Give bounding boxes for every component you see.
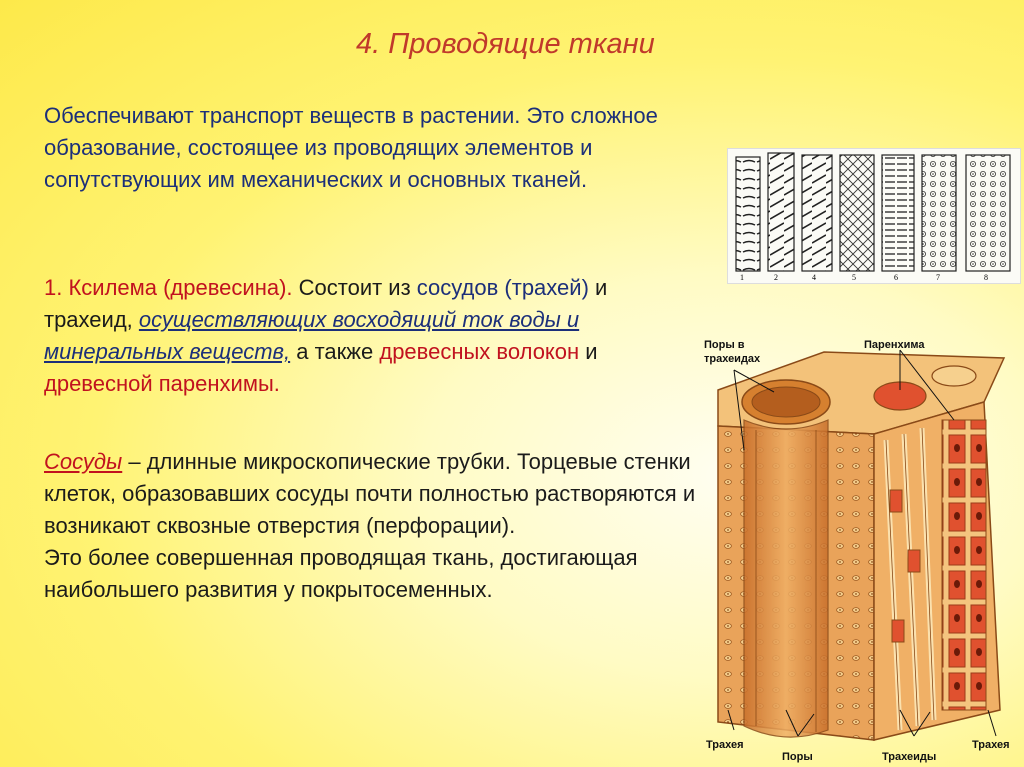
vessels-term: сосудов (трахей)	[416, 275, 589, 300]
xylem-heading: 1. Ксилема (древесина).	[44, 275, 293, 300]
vessel-type-2	[768, 153, 794, 271]
xylem-text-3: а также	[290, 339, 380, 364]
vessel-num-8: 8	[984, 273, 988, 282]
slide-title: 4. Проводящие ткани	[356, 28, 655, 60]
vessel-type-8	[966, 155, 1010, 271]
xylem-block-figure	[704, 330, 1022, 766]
wood-fibers-term: древесных волокон	[379, 339, 580, 364]
vessels-definition: – длинные микроскопические трубки. Торцевые стенки клеток, образовавших сосуды почти полностью растворяются и возникают сквозные отверстия (перфорации).	[44, 449, 696, 538]
xylem-text-4: и	[579, 339, 598, 364]
vessel-num-4: 4	[812, 273, 816, 282]
vessel-num-6: 6	[894, 273, 898, 282]
vessels-paragraph	[44, 446, 704, 606]
vessels-note: Это более совершенная проводящая ткань, достигающая наибольшего развития у покрытосеменных.	[44, 545, 638, 602]
label-pores-in-tracheids-2: трахеидах	[704, 353, 761, 365]
vessel-num-7: 7	[936, 273, 940, 282]
label-trachea-right: Трахея	[972, 739, 1010, 751]
label-tracheids: Трахеиды	[882, 751, 937, 763]
intro-paragraph: Обеспечивают транспорт веществ в растении. Это сложное образование, состоящее из проводящих элементов и сопутствующих им механических и основных тканей.	[44, 103, 658, 192]
vessel-num-2: 2	[774, 273, 778, 282]
vessel-type-4	[802, 155, 832, 271]
vessel-type-5	[840, 155, 874, 271]
wood-parenchyma-term: древесной паренхимы.	[44, 371, 280, 396]
block-front-face	[718, 420, 874, 740]
vessels-definition-term: Сосуды	[44, 449, 123, 474]
label-pores-in-tracheids-1: Поры в	[704, 339, 745, 351]
label-parenchyma: Паренхима	[864, 339, 925, 351]
xylem-text-1: Состоит из	[292, 275, 417, 300]
vessel-type-7	[922, 155, 956, 271]
xylem-paragraph	[44, 272, 684, 400]
label-pores: Поры	[782, 751, 813, 763]
block-right-face	[874, 402, 1000, 740]
vessel-type-6	[882, 155, 914, 271]
vessel-num-5: 5	[852, 273, 856, 282]
label-trachea-left: Трахея	[706, 739, 744, 751]
function-phrase: осуществляющих восходящий ток воды и минеральных веществ,	[44, 307, 580, 364]
vessel-num-1: 1	[740, 273, 744, 282]
xylem-text-2: и трахеид,	[44, 275, 608, 332]
vessel-types-figure	[727, 148, 1021, 284]
vessel-type-1	[736, 157, 760, 271]
